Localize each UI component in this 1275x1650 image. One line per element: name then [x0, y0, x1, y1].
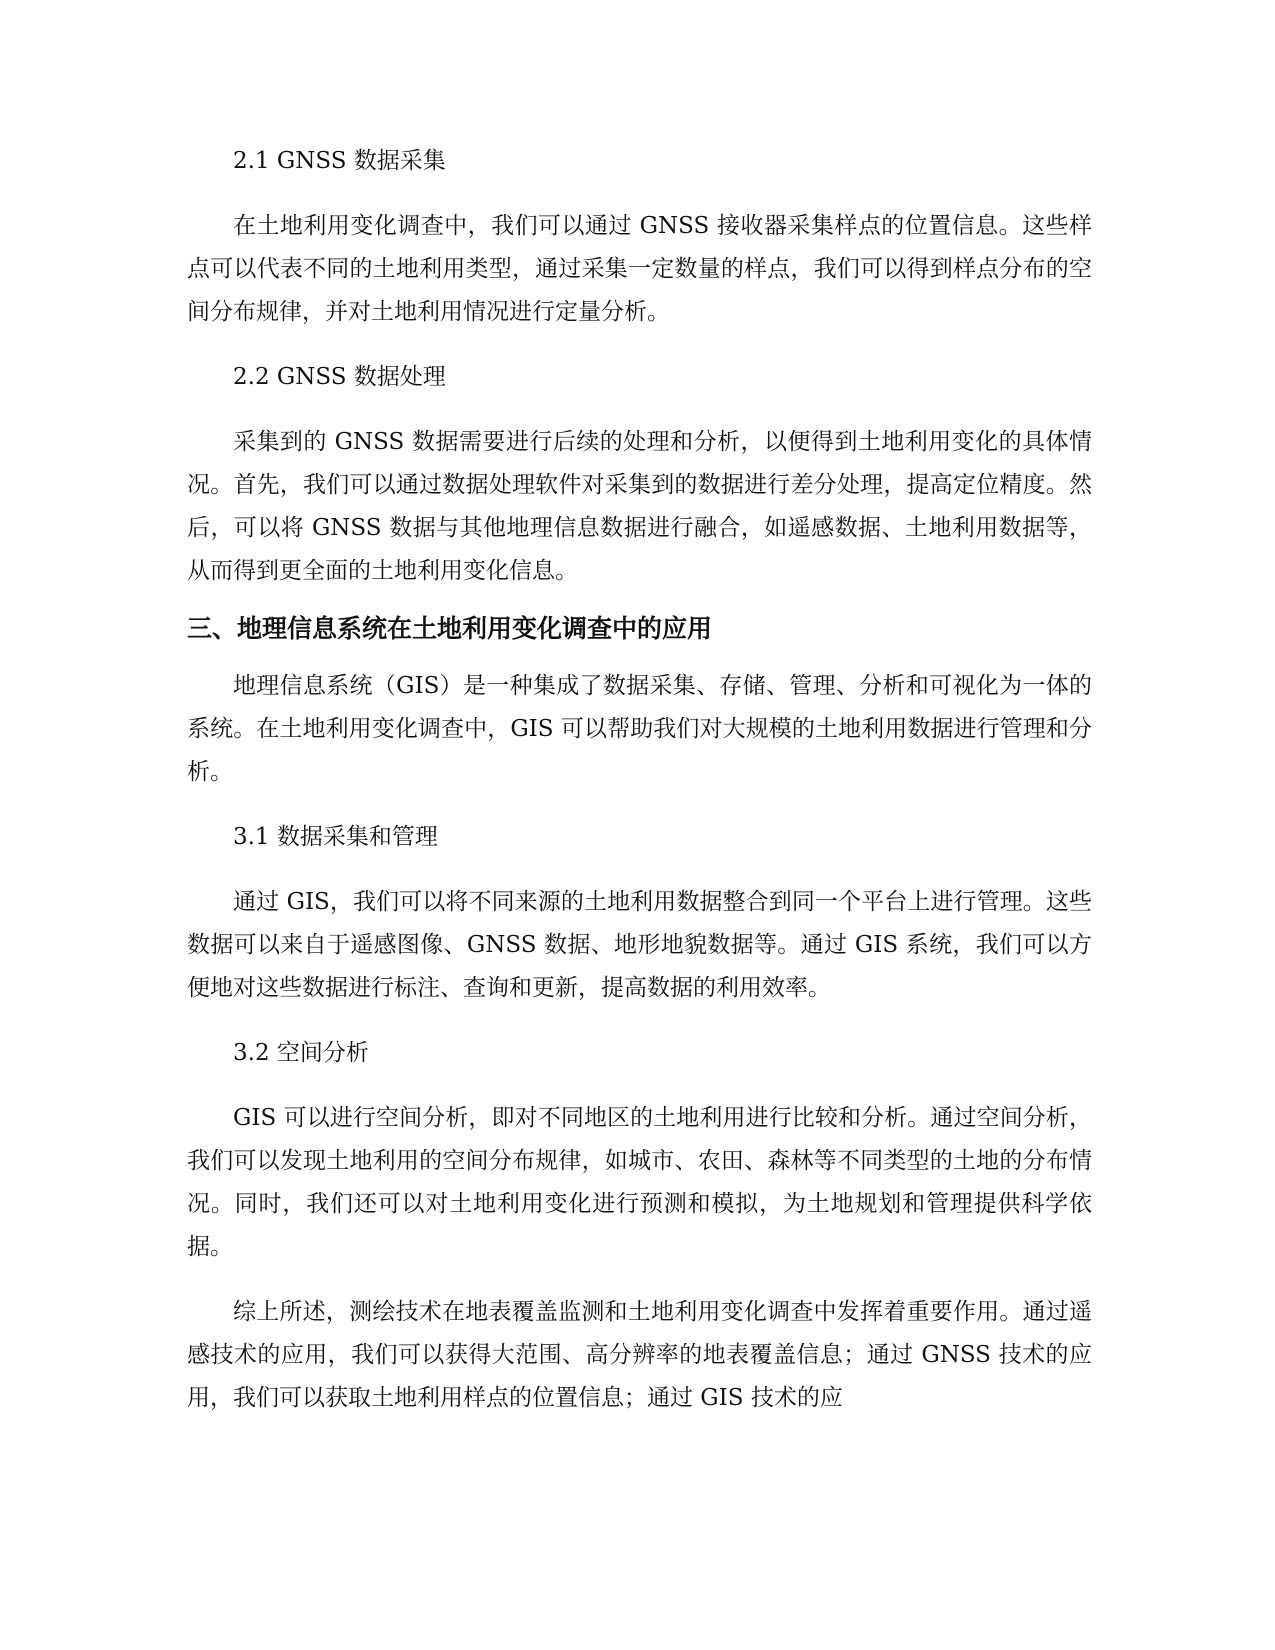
section-2-2-title: 2.2 GNSS 数据处理 — [233, 364, 446, 390]
section-3-2-paragraph: GIS 可以进行空间分析，即对不同地区的土地利用进行比较和分析。通过空间分析，我们可以发现土地利用的空间分布规律，如城市、农田、森林等不同类型的土地的分布情况。同时，我们还可以对土地利用变化进行预测和模拟，为土地规划和管理提供科学依据。 — [187, 1105, 1092, 1260]
section-3-1-paragraph: 通过 GIS，我们可以将不同来源的土地利用数据整合到同一个平台上进行管理。这些数据可以来自于遥感图像、GNSS 数据、地形地貌数据等。通过 GIS 系统，我们可以方便地对这些数据进行标注、查询和更新，提高数据的利用效率。 — [187, 889, 1092, 1001]
conclusion-paragraph: 综上所述，测绘技术在地表覆盖监测和土地利用变化调查中发挥着重要作用。通过遥感技术的应用，我们可以获得大范围、高分辨率的地表覆盖信息；通过 GNSS 技术的应用，我们可以获取土地利用样点的位置信息；通过 GIS 技术的应 — [187, 1299, 1092, 1411]
section-3-2-title: 3.2 空间分析 — [233, 1040, 369, 1066]
document-body — [187, 140, 1092, 1442]
section-3-intro-paragraph: 地理信息系统（GIS）是一种集成了数据采集、存储、管理、分析和可视化为一体的系统。在土地利用变化调查中，GIS 可以帮助我们对大规模的土地利用数据进行管理和分析。 — [187, 673, 1092, 785]
section-3-heading: 三、地理信息系统在土地利用变化调查中的应用 — [187, 614, 713, 643]
section-2-1-title: 2.1 GNSS 数据采集 — [233, 148, 446, 174]
section-2-2-paragraph: 采集到的 GNSS 数据需要进行后续的处理和分析，以便得到土地利用变化的具体情况。首先，我们可以通过数据处理软件对采集到的数据进行差分处理，提高定位精度。然后，可以将 GNSS 数据与其他地理信息数据进行融合，如遥感数据、土地利用数据等，从而得到更全面的土地利用变化信息。 — [187, 429, 1092, 584]
section-3-1-title: 3.1 数据采集和管理 — [233, 824, 438, 850]
section-2-1-paragraph: 在土地利用变化调查中，我们可以通过 GNSS 接收器采集样点的位置信息。这些样点可以代表不同的土地利用类型，通过采集一定数量的样点，我们可以得到样点分布的空间分布规律，并对土地利用情况进行定量分析。 — [187, 213, 1092, 325]
